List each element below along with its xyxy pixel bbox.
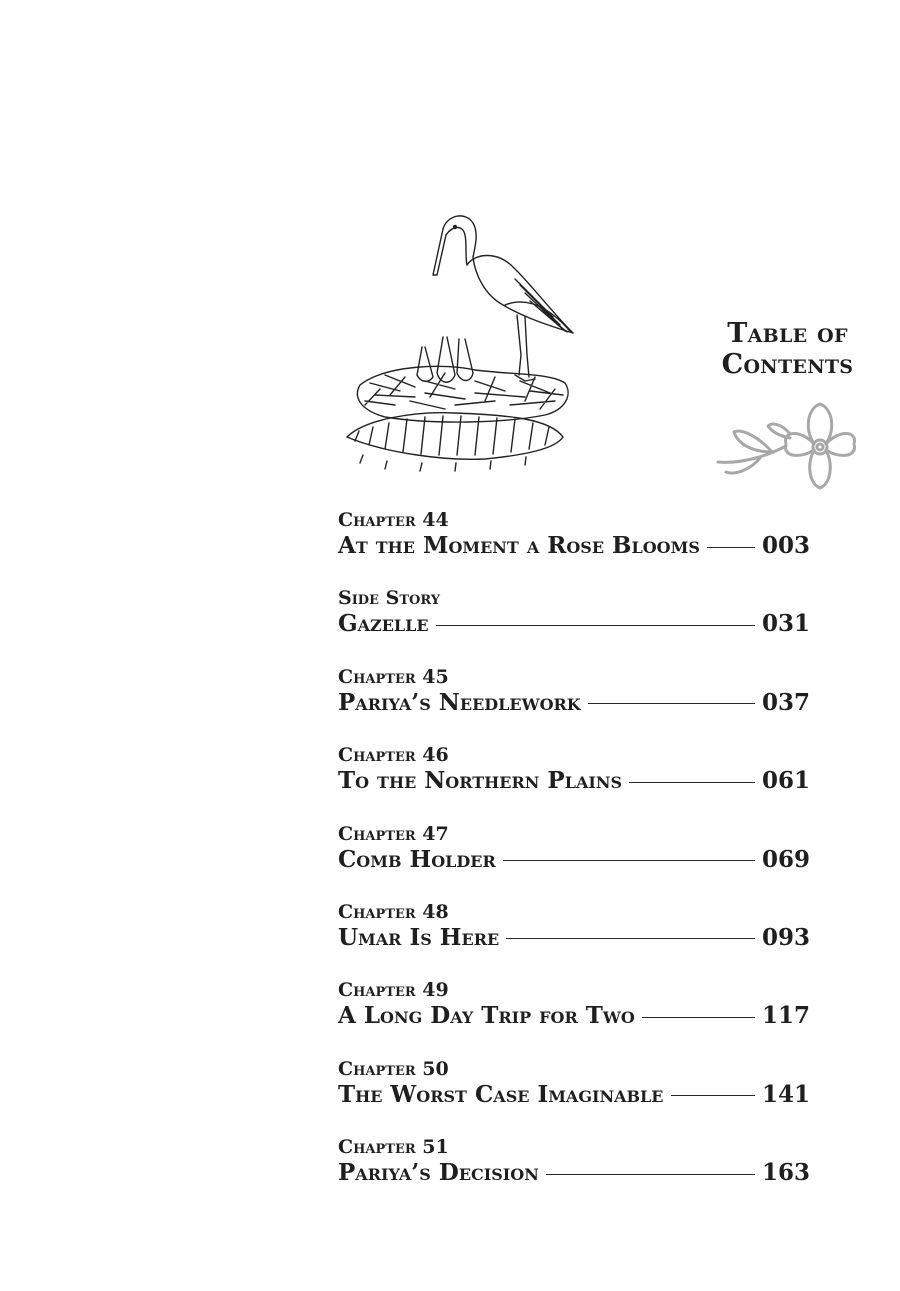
- chapter-title: A Long Day Trip for Two: [338, 1002, 635, 1030]
- page-number: 061: [761, 767, 810, 795]
- chapter-label: Chapter 51: [338, 1136, 449, 1159]
- chapter-label: Chapter 44: [338, 509, 449, 531]
- chapter-title: The Worst Case Imaginable: [338, 1080, 664, 1108]
- page-number: 003: [761, 532, 810, 559]
- toc-entry[interactable]: [338, 900, 810, 978]
- chapter-label: Side Story: [338, 587, 441, 610]
- chapter-title: At the Moment a Rose Blooms: [338, 532, 700, 559]
- stork-nest-illustration: [325, 205, 575, 479]
- dot-leader: [503, 860, 755, 861]
- toc-entry[interactable]: [338, 665, 810, 743]
- page-number: 141: [761, 1080, 810, 1108]
- toc-entry[interactable]: [338, 1057, 810, 1135]
- page-title-line-2: Contents: [721, 349, 854, 380]
- dot-leader: [436, 625, 755, 626]
- chapter-title: Comb Holder: [338, 845, 496, 873]
- flower-ornament-icon: [712, 398, 862, 497]
- chapter-label: Chapter 50: [338, 1057, 449, 1080]
- dot-leader: [546, 1174, 755, 1175]
- page-number: 117: [761, 1002, 810, 1030]
- page-title-line-1: Table of: [727, 318, 848, 349]
- dot-leader: [506, 938, 755, 939]
- toc-entry[interactable]: [338, 508, 810, 586]
- chapter-label: Chapter 46: [338, 744, 449, 767]
- chapter-label: Chapter 45: [338, 665, 449, 688]
- page-title: [700, 318, 875, 380]
- page-number: 163: [761, 1159, 810, 1187]
- chapter-label: Chapter 47: [338, 822, 449, 845]
- toc-entry[interactable]: [338, 822, 810, 900]
- toc-entry[interactable]: [338, 586, 810, 664]
- dot-leader: [629, 782, 755, 783]
- dot-leader: [671, 1095, 755, 1096]
- chapter-label: Chapter 49: [338, 979, 449, 1002]
- chapter-title: Pariya’s Decision: [338, 1159, 539, 1187]
- chapter-label: Chapter 48: [338, 900, 449, 923]
- page-number: 069: [761, 845, 810, 873]
- chapter-title: Umar Is Here: [338, 923, 500, 951]
- toc-list: [338, 508, 810, 1214]
- page-number: 093: [761, 923, 810, 951]
- dot-leader: [707, 547, 755, 548]
- page-number: 031: [761, 610, 810, 638]
- dot-leader: [588, 703, 755, 704]
- toc-entry[interactable]: [338, 978, 810, 1056]
- dot-leader: [642, 1017, 755, 1018]
- chapter-title: Pariya’s Needlework: [338, 688, 581, 716]
- toc-entry[interactable]: [338, 1135, 810, 1213]
- toc-entry[interactable]: [338, 743, 810, 821]
- page-number: 037: [761, 688, 810, 716]
- chapter-title: Gazelle: [338, 610, 429, 638]
- chapter-title: To the Northern Plains: [338, 767, 623, 795]
